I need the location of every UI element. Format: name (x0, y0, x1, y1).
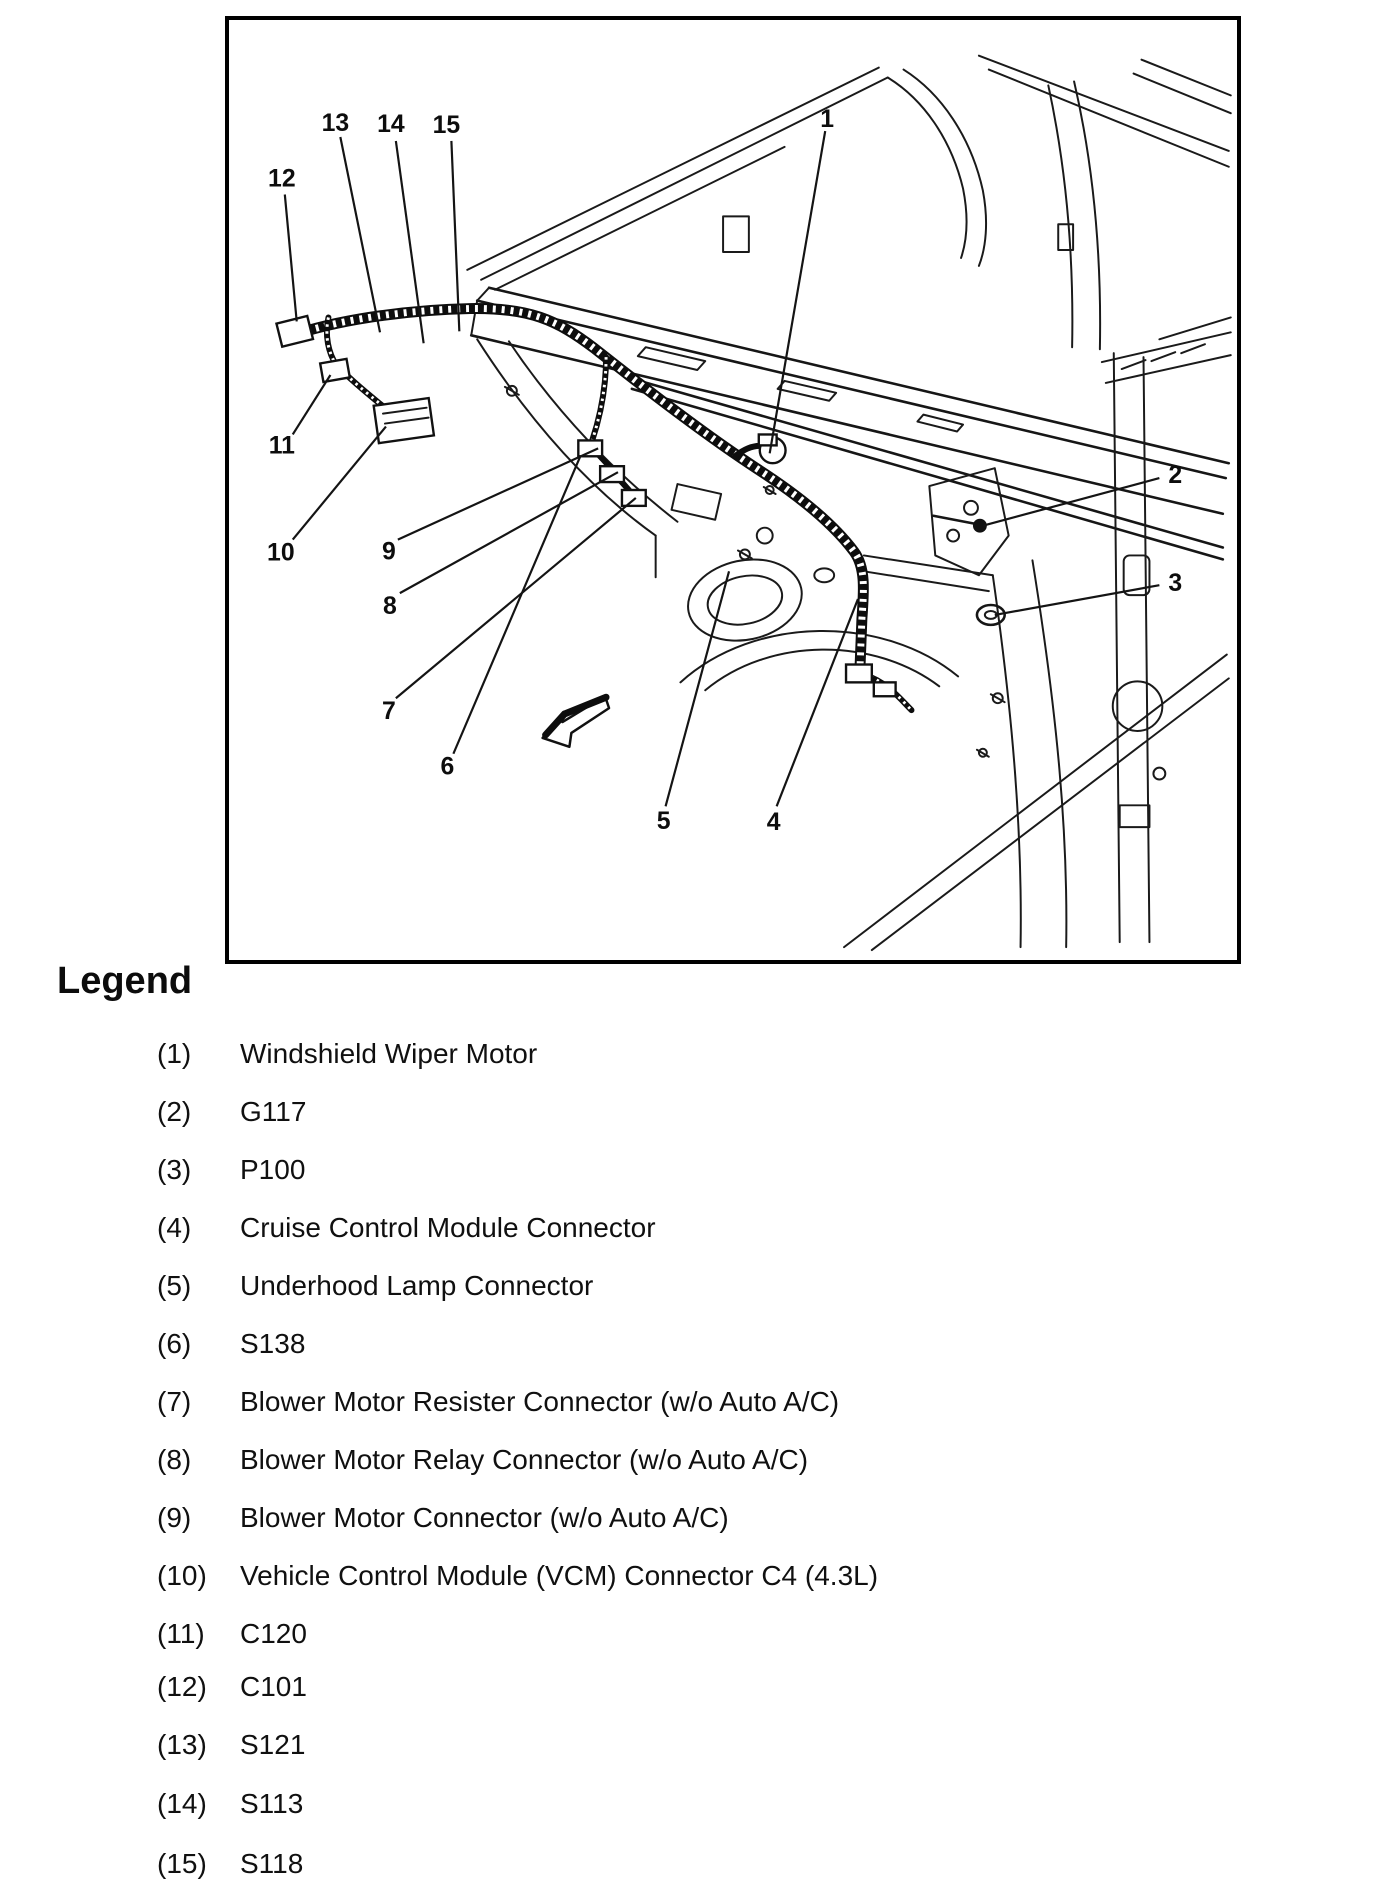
legend-item-label: S118 (240, 1848, 304, 1879)
legend-item-label: Blower Motor Resister Connector (w/o Auto A/C) (240, 1386, 840, 1417)
legend-item-number: (3) (157, 1154, 192, 1185)
legend-item-number: (10) (157, 1560, 207, 1591)
ground-g117 (933, 516, 987, 533)
legend-item-number: (13) (157, 1729, 207, 1760)
legend-item-number: (9) (157, 1502, 192, 1533)
legend-item-label: Vehicle Control Module (VCM) Connector C4 (4.3L) (240, 1560, 879, 1591)
connector-c101 (276, 316, 313, 347)
callout-3: 3 (1168, 570, 1183, 598)
legend-item-number: (6) (157, 1328, 192, 1359)
connector-cruise-control (846, 665, 872, 683)
callout-2: 2 (1168, 462, 1183, 490)
legend-item-label: Cruise Control Module Connector (240, 1212, 656, 1243)
legend-item-number: (12) (157, 1671, 207, 1702)
legend-item-number: (1) (157, 1038, 192, 1069)
legend-item (157, 1096, 306, 1128)
callout-4: 4 (766, 809, 781, 837)
callout-7: 7 (382, 698, 396, 726)
legend-item-number: (8) (157, 1444, 192, 1475)
legend-item-number: (5) (157, 1270, 192, 1301)
legend-item-number: (7) (157, 1386, 192, 1417)
callout-11: 11 (268, 432, 295, 460)
vehicle-body-art (467, 56, 1231, 950)
legend-item-label: Blower Motor Relay Connector (w/o Auto A/C) (240, 1444, 809, 1475)
callout-9: 9 (382, 538, 396, 566)
callout-6: 6 (440, 753, 455, 781)
callout-10: 10 (267, 539, 295, 567)
legend-item (157, 1154, 305, 1186)
connector-underhood-lamp (874, 682, 896, 696)
legend-item (157, 1328, 305, 1360)
legend-item-number: (15) (157, 1848, 207, 1879)
legend-item-label: Blower Motor Connector (w/o Auto A/C) (240, 1502, 729, 1533)
harness-diagram-svg (229, 20, 1237, 960)
legend-item-number: (2) (157, 1096, 192, 1127)
legend-item (157, 1788, 303, 1820)
legend-item (157, 1270, 593, 1302)
connector-vcm-c4 (374, 398, 434, 443)
legend-item-label: C120 (240, 1618, 307, 1649)
legend-item (157, 1848, 303, 1880)
direction-arrow-icon (543, 696, 609, 747)
callout-15: 15 (432, 112, 461, 140)
connector-c120 (320, 359, 350, 382)
legend-item-number: (14) (157, 1788, 207, 1819)
legend-item (157, 1212, 656, 1244)
callout-8: 8 (383, 592, 397, 620)
connector-blower-motor (578, 440, 602, 456)
legend-item (157, 1386, 839, 1418)
legend-item (157, 1038, 537, 1070)
legend-item-label: G117 (240, 1096, 307, 1127)
legend-item-number: (4) (157, 1212, 192, 1243)
legend-item (157, 1560, 878, 1592)
wiring-harness (276, 308, 1004, 710)
legend-item-label: S113 (240, 1788, 304, 1819)
legend-item (157, 1502, 729, 1534)
callout-1: 1 (820, 106, 835, 134)
legend-title: Legend (57, 960, 193, 1002)
legend-item (157, 1444, 808, 1476)
legend-item-label: S121 (240, 1729, 306, 1760)
legend-item-number: (11) (157, 1618, 205, 1649)
legend-item (157, 1618, 307, 1650)
callout-12: 12 (268, 165, 296, 193)
legend-item (157, 1729, 305, 1761)
legend-item-label: P100 (240, 1154, 306, 1185)
legend-item (157, 1671, 307, 1703)
legend-item-label: Underhood Lamp Connector (240, 1270, 594, 1301)
legend-item-label: S138 (240, 1328, 306, 1359)
legend-item-label: Windshield Wiper Motor (240, 1038, 538, 1069)
callout-13: 13 (321, 110, 350, 138)
callout-14: 14 (377, 111, 405, 139)
legend-list (157, 1038, 1257, 1879)
callout-5: 5 (656, 808, 671, 836)
connector-blower-resistor (622, 490, 646, 506)
legend-item-label: C101 (240, 1671, 307, 1702)
figure-frame (225, 16, 1241, 964)
